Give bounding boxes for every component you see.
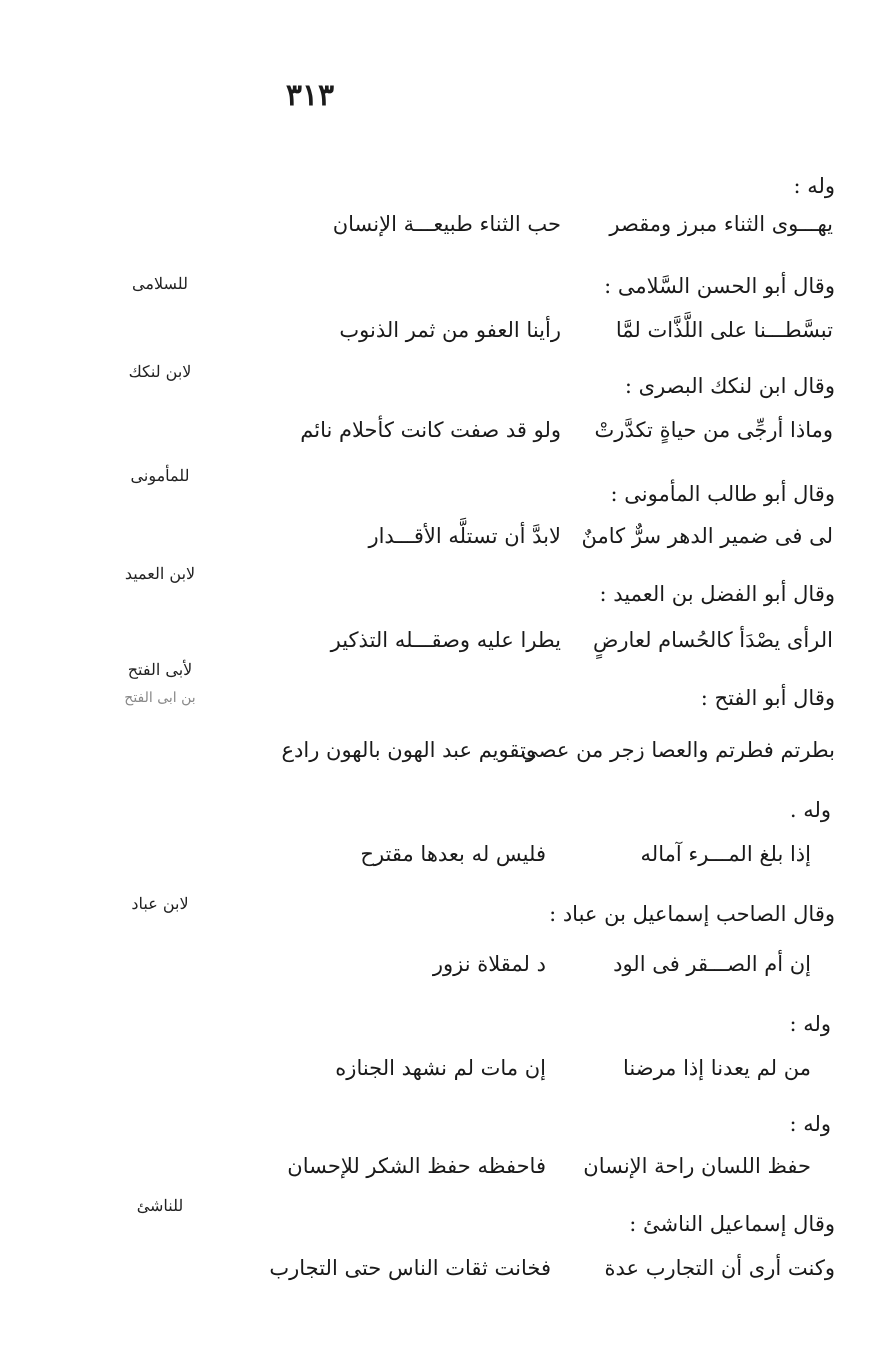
verse-hemistich-right: الرأى يصْدَأ كالحُسام لعارضٍ <box>593 628 833 652</box>
verse-hemistich-right: يهـــوى الثناء مبرز ومقصر <box>609 212 833 236</box>
verse-hemistich-left: يطرا عليه وصقـــله التذكير <box>330 628 561 652</box>
verse-intro: وله : <box>789 1012 831 1036</box>
verse-hemistich-left: إن مات لم نشهد الجنازه <box>335 1056 546 1080</box>
verse-hemistich-left: فاحفظه حفظ الشكر للإحسان <box>287 1154 546 1178</box>
margin-note: للسلامى <box>132 274 188 293</box>
verse-hemistich-left: فليس له بعدها مقترح <box>360 842 546 866</box>
verse-hemistich-left: ولو قد صفت كانت كأحلام نائم <box>300 418 561 442</box>
margin-note: لأبى الفتح <box>127 660 193 679</box>
verse-intro: وقال الصاحب إسماعيل بن عباد : <box>549 902 835 926</box>
verse-hemistich-left: حب الثناء طبيعـــة الإنسان <box>332 212 561 236</box>
verse-hemistich-right: وكنت أرى أن التجارب عدة <box>604 1256 835 1280</box>
verse-intro: وله : <box>789 1112 831 1136</box>
verse-hemistich-left: د لمقلاة نزور <box>432 952 546 976</box>
verse-intro: وقال أبو الفضل بن العميد : <box>599 582 835 606</box>
margin-note: بن ابى الفتح <box>124 690 196 706</box>
verse-hemistich-right: بطرتم فطرتم والعصا زجر من عصى <box>521 738 835 762</box>
verse-hemistich-left: فخانت ثقات الناس حتى التجارب <box>269 1256 551 1280</box>
verse-intro: وقال أبو الحسن السَّلامى : <box>604 274 835 298</box>
verse-intro: وله : <box>793 174 835 198</box>
verse-hemistich-right: إن أم الصـــقر فى الود <box>613 952 811 976</box>
margin-note: لابن العميد <box>124 564 196 583</box>
verse-hemistich-left: وتقويم عبد الهون بالهون رادع <box>281 738 536 762</box>
verse-hemistich-left: لابدَّ أن تستلَّه الأقـــدار <box>368 524 561 548</box>
margin-note: لابن لنكك <box>128 362 192 381</box>
margin-note: للناشئ <box>136 1196 184 1215</box>
verse-hemistich-right: تبسَّطـــنا على اللَّذَّات لمَّا <box>615 318 833 342</box>
margin-note: لابن عباد <box>131 894 189 913</box>
verse-hemistich-right: إذا بلغ المـــرء آماله <box>640 842 811 866</box>
verse-intro: وقال أبو طالب المأمونى : <box>610 482 835 506</box>
verse-intro: وقال ابن لنكك البصرى : <box>624 374 835 398</box>
verse-intro: وقال إسماعيل الناشئ : <box>629 1212 835 1236</box>
verse-hemistich-right: من لم يعدنا إذا مرضنا <box>623 1056 811 1080</box>
verse-hemistich-left: رأينا العفو من ثمر الذنوب <box>339 318 561 342</box>
verse-intro: وله . <box>789 798 831 822</box>
margin-note: للمأمونى <box>130 466 190 485</box>
verse-hemistich-right: لى فى ضمير الدهر سرٌّ كامنٌ <box>581 524 833 548</box>
verse-hemistich-right: حفظ اللسان راحة الإنسان <box>583 1154 811 1178</box>
verse-hemistich-right: وماذا أرجِّى من حياةٍ تكدَّرتْ <box>594 418 833 442</box>
verse-intro: وقال أبو الفتح : <box>700 686 835 710</box>
page-number: ٣١٣ <box>285 78 335 113</box>
